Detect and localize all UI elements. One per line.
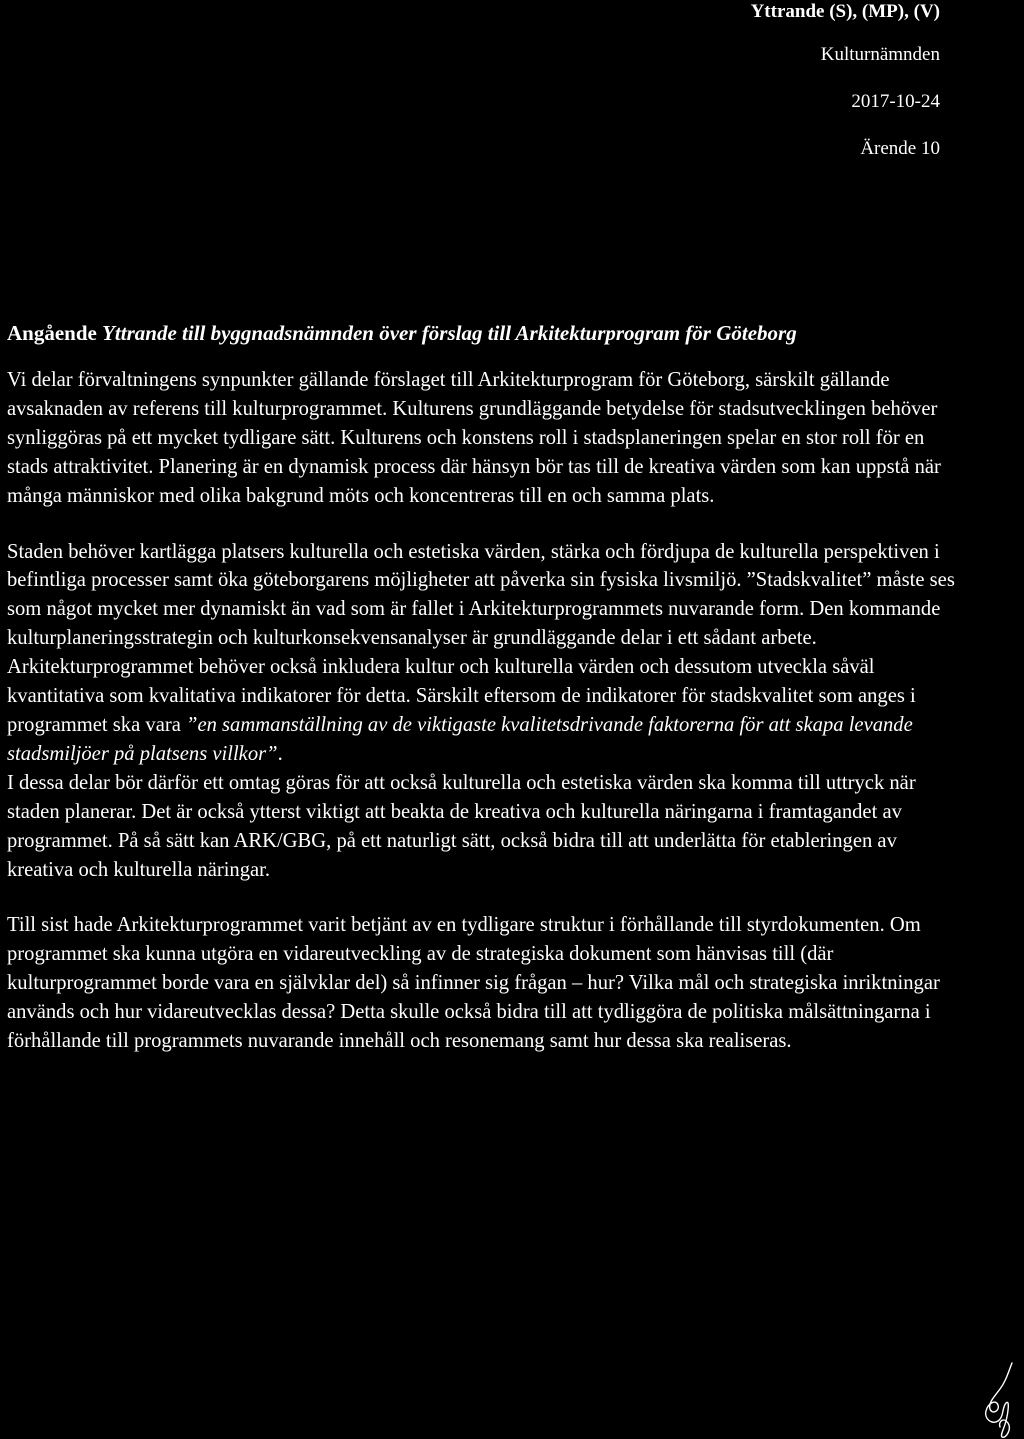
heading-title: Yttrande till byggnadsnämnden över förslag till Arkitekturprogram för Göteborg [102,321,797,345]
heading-prefix: Angående [7,321,103,345]
paragraph-1: Vi delar förvaltningens synpunkter gällande förslaget till Arkitekturprogram för Göteborg, särskilt gällande avsaknaden av referens till kulturprogrammet. Kulturens grundläggande betydelse för stadsutvecklingen behöver synliggöras på ett mycket tydligare sätt. Kulturens och konstens roll i stadsplaneringen spelar en stor roll för en stads attraktivitet. Planering är en dynamisk process där hänsyn bör tas till de kreativa värden som kan uppstå när många människor med olika bakgrund möts och koncentreras till en och samma plats. [7,369,941,507]
paragraph-3-end: . [277,742,283,765]
organisation-name: Kulturnämnden [820,44,940,65]
paragraph-3-quote: ”en sammanställning av de viktigaste kvalitetsdrivande faktorerna för att skapa levande stadsmiljöer på platsens villkor” [7,713,913,765]
handwritten-initials-signature [978,1359,1018,1439]
document-heading [7,320,997,346]
paragraph-3 [7,653,967,769]
case-number: Ärende 10 [860,138,940,159]
document-header [640,0,940,160]
paragraph-2: Staden behöver kartlägga platsers kulturella och estetiska värden, stärka och fördjupa de kulturella perspektiven i befintliga processer samt öka göteborgarens möjligheter att påverka sin fysiska livsmiljö. ”Stadskvalitet” måste ses som något mycket mer dynamiskt än vad som är fallet i Arkitekturprogrammets nuvarande form. Den kommande kulturplaneringsstrategin och kulturkonsekvensanalyser är grundläggande delar i ett sådant arbete. [7,540,955,650]
paragraph-5: Till sist hade Arkitekturprogrammet varit betjänt av en tydligare struktur i förhållande till styrdokumenten. Om programmet ska kunna utgöra en vidareutveckling av de strategiska dokument som hänvisas till (där kulturprogrammet borde vara en självklar del) så infinner sig frågan – hur? Vilka mål och strategiska inriktningar används och hur vidareutvecklas dessa? Detta skulle också bidra till att tydliggöra de politiska målsättningarna i förhållande till programmets nuvarande innehåll och resonemang samt hur dessa ska realiseras. [7,914,940,1053]
paragraph-3-start: Arkitekturprogrammet behöver också inkludera kultur och kulturella värden och dessutom utveckla såväl kvantitativa som kvalitativa indikatorer för detta. Särskilt eftersom de indikatorer för stadskvalitet som anges i programmet ska vara [7,656,916,736]
document-body [7,366,967,1056]
meeting-date: 2017-10-24 [851,91,940,112]
paragraph-4: I dessa delar bör därför ett omtag göras för att också kulturella och estetiska värden ska komma till uttryck när staden planerar. Det är också ytterst viktigt att beakta de kreativa och kulturella näringarna i framtagandet av programmet. På så sätt kan ARK/GBG, på ett naturligt sätt, också bidra till att underlätta för etableringen av kreativa och kulturella näringar. [7,771,916,881]
party-statement-label: Yttrande (S), (MP), (V) [750,1,940,22]
